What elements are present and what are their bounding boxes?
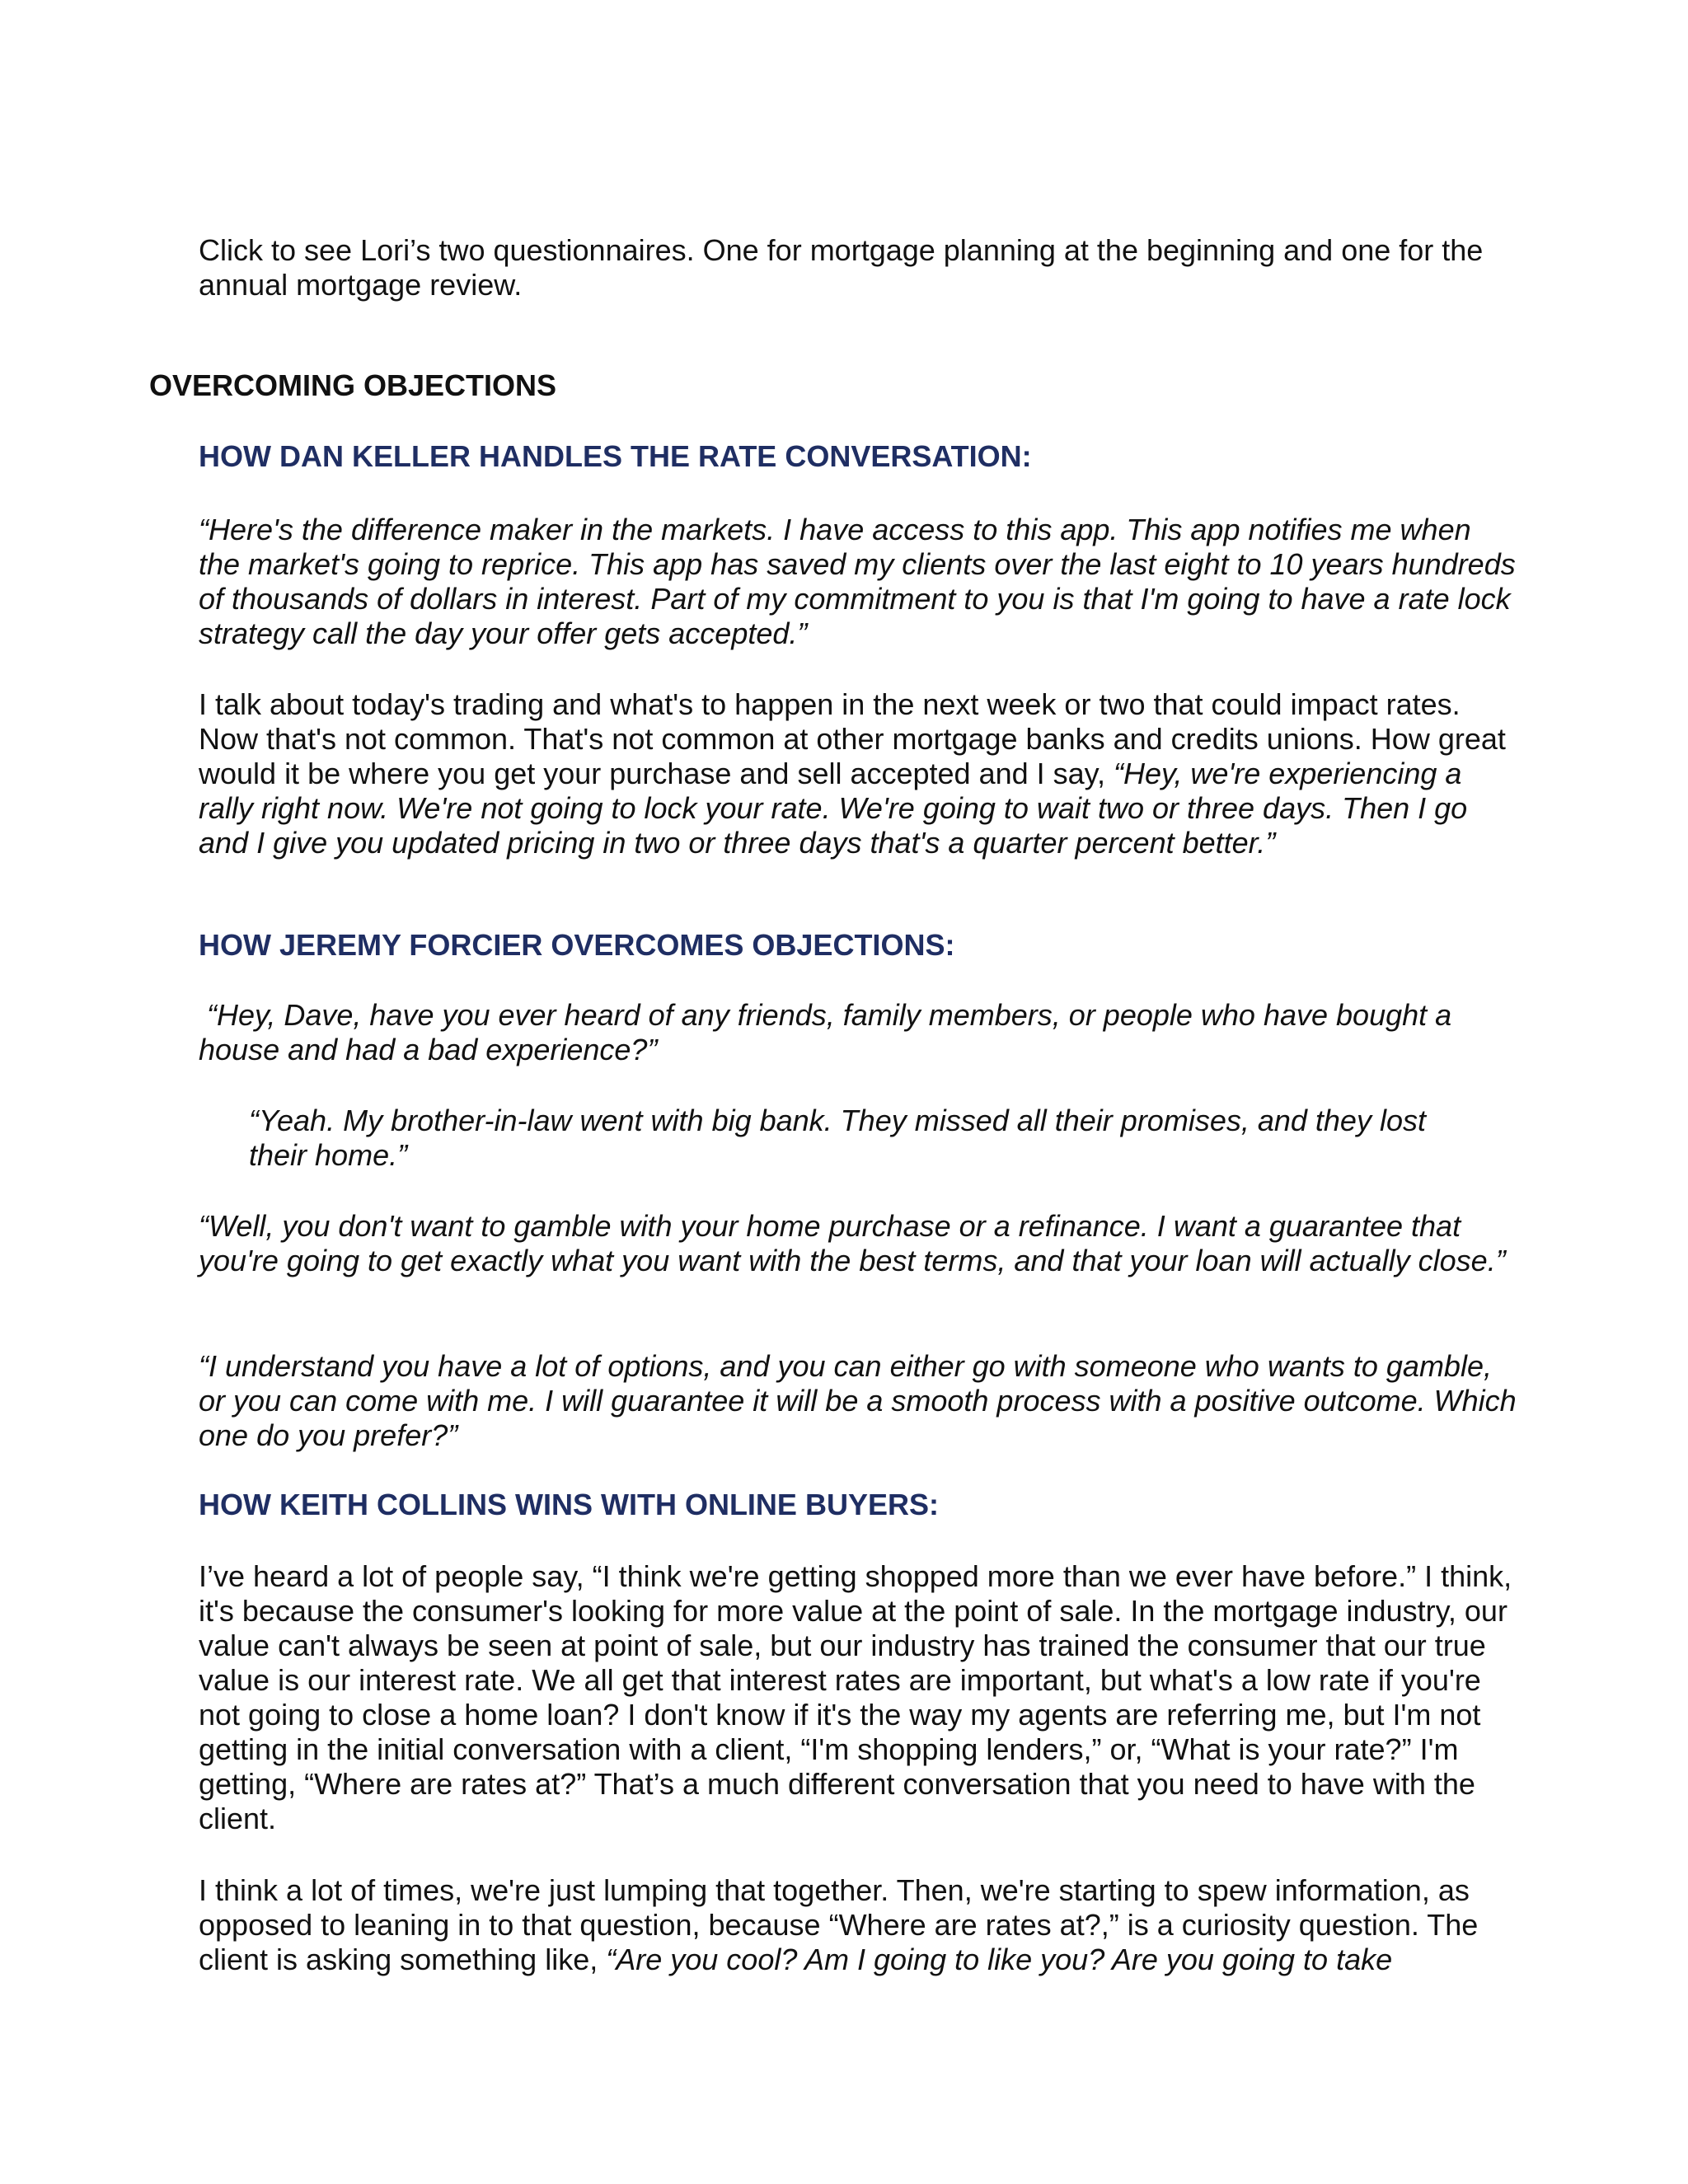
keith-collins-paragraph-2-plain: I think a lot of times, we're just lumping that together. Then, we're starting to spew information, as opposed to leaning in to that question, because “Where are rates at?,” is a curiosity question. The client is asking something like, <box>199 1873 1479 1976</box>
dan-keller-body-plain: I talk about today's trading and what's to happen in the next week or two that could impact rates. Now that's not common. That's not common at other mortgage banks and credits unions. How great would it be where you get your purchase and sell accepted and I say, <box>199 687 1506 790</box>
dan-keller-quote: “Here's the difference maker in the markets. I have access to this app. This app notifies me when the market's going to reprice. This app has saved my clients over the last eight to 10 years hundreds of thousands of dollars in interest. Part of my commitment to you is that I'm going to have a rate lock strategy call the day your offer gets accepted.” <box>199 513 1516 650</box>
keith-collins-paragraph-1: I’ve heard a lot of people say, “I think we're getting shopped more than we ever have before.” I think, it's because the consumer's looking for more value at the point of sale. In the mortgage industry, our value can't always be seen at point of sale, but our industry has trained the consumer that our true value is our interest rate. We all get that interest rates are important, but what's a low rate if you're not going to close a home loan? I don't know if it's the way my agents are referring me, but I'm not getting in the initial conversation with a client, “I'm shopping lenders,” or, “What is your rate?” I'm getting, “Where are rates at?” That’s a much different conversation that you need to have with the client. <box>199 1559 1512 1835</box>
dan-keller-body <box>199 687 1517 860</box>
keith-collins-paragraph-2-italic: “Are you cool? Am I going to like you? Are you going to take <box>606 1943 1393 1976</box>
jeremy-forcier-quote-3: “Well, you don't want to gamble with your home purchase or a refinance. I want a guarantee that you're going to get exactly what you want with the best terms, and that your loan will actually close.” <box>199 1209 1506 1277</box>
dan-keller-body-italic: “Hey, we're experiencing a rally right now. We're not going to lock your rate. We're going to wait two or three days. Then I go and I give you updated pricing in two or three days that's a quarter percent better.” <box>199 757 1468 860</box>
jeremy-forcier-quote-2: “Yeah. My brother-in-law went with big bank. They missed all their promises, and they lost their home.” <box>249 1104 1426 1172</box>
keith-collins-heading: HOW KEITH COLLINS WINS WITH ONLINE BUYERS: <box>199 1488 939 1521</box>
jeremy-forcier-quote-1: “Hey, Dave, have you ever heard of any friends, family members, or people who have bought a house and had a bad experience?” <box>199 998 1461 1066</box>
section-title: OVERCOMING OBJECTIONS <box>149 368 557 402</box>
jeremy-forcier-heading: HOW JEREMY FORCIER OVERCOMES OBJECTIONS: <box>199 928 955 962</box>
dan-keller-heading: HOW DAN KELLER HANDLES THE RATE CONVERSATION: <box>199 439 1032 473</box>
keith-collins-paragraph-2 <box>199 1873 1517 1977</box>
intro-questionnaires-link[interactable]: Click to see Lori’s two questionnaires. One for mortgage planning at the beginning and one for the annual mortgage review. <box>199 233 1484 302</box>
jeremy-forcier-quote-4: “I understand you have a lot of options, and you can either go with someone who wants to gamble, or you can come with me. I will guarantee it will be a smooth process with a positive outcome. Which one do you prefer?” <box>199 1349 1517 1452</box>
